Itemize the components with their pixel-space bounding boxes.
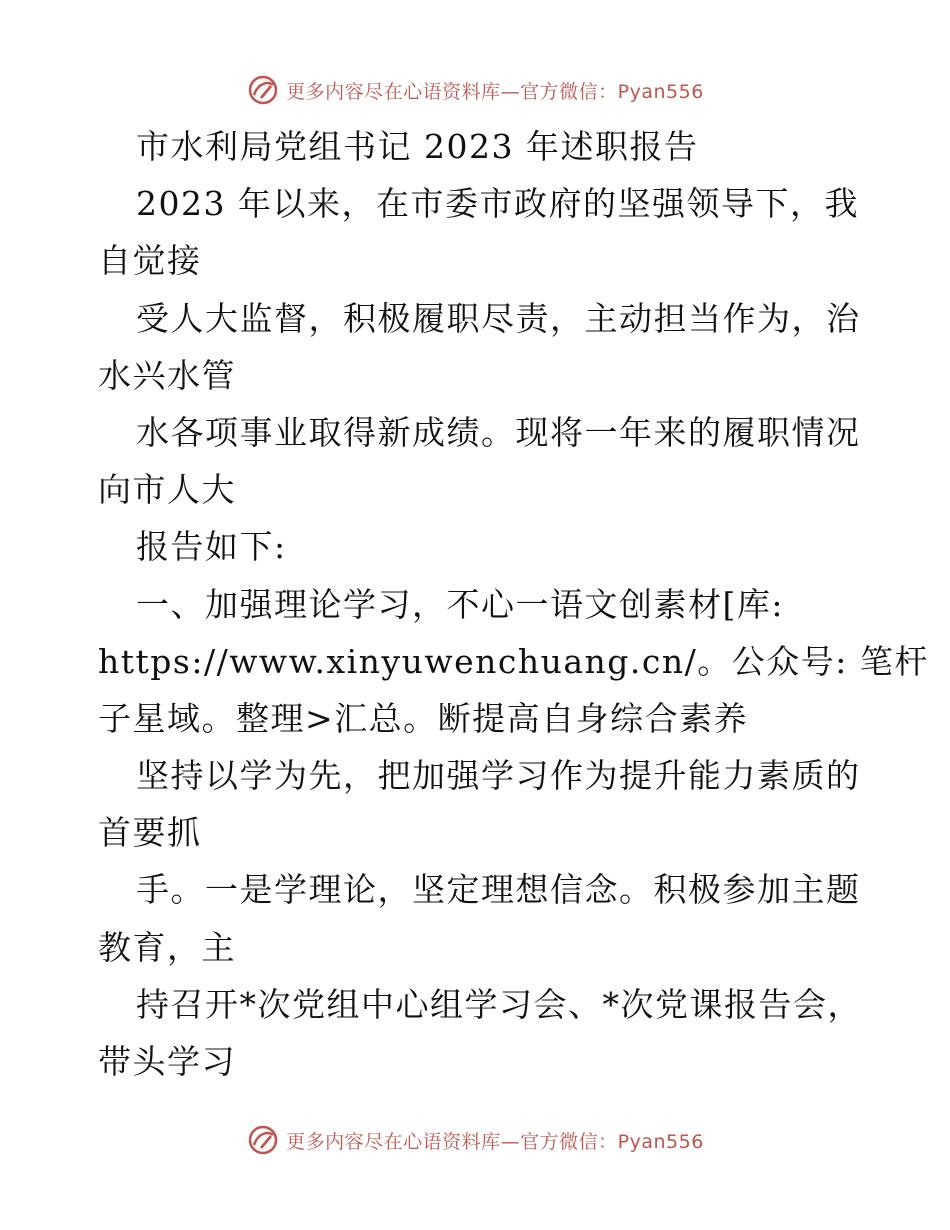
text-line: https://www.xinyuwenchuang.cn/。公众号: 笔杆 (98, 641, 929, 681)
text-line: 报告如下: (136, 527, 287, 567)
text-line: 首要抓 (98, 813, 202, 853)
text-line: 坚持以学为先，把加强学习作为提升能力素质的 (136, 756, 861, 796)
text-line: 子星域。整理>汇总。断提高自身综合素养 (98, 698, 749, 738)
section-heading-line: 一、加强理论学习，不心一语文创素材[库: (136, 584, 784, 624)
footer-watermark (0, 1120, 950, 1160)
text-line: 手。一是学理论，坚定理想信念。积极参加主题 (136, 870, 861, 910)
header-watermark (0, 70, 950, 110)
text-line: 受人大监督，积极履职尽责，主动担当作为，治 (136, 298, 861, 338)
watermark-text: 更多内容尽在心语资料库—官方微信：Pyan556 (286, 1130, 704, 1153)
document-body (98, 118, 929, 1090)
text-line: 水兴水管 (98, 355, 236, 395)
text-line: 水各项事业取得新成绩。现将一年来的履职情况 (136, 412, 861, 452)
text-line: 持召开*次党组中心组学习会、*次党课报告会， (136, 984, 862, 1024)
watermark-text: 更多内容尽在心语资料库—官方微信：Pyan556 (286, 80, 704, 103)
text-line: 带头学习 (98, 1042, 236, 1081)
text-line: 向市人大 (98, 470, 236, 510)
text-line: 2023 年以来，在市委市政府的坚强领导下，我 (136, 184, 859, 224)
pen-swirl-logo-icon (246, 1123, 280, 1157)
pen-swirl-logo-icon (246, 73, 280, 107)
text-line: 自觉接 (98, 241, 202, 281)
text-line: 教育，主 (98, 927, 236, 967)
document-title: 市水利局党组书记 2023 年述职报告 (136, 127, 699, 166)
